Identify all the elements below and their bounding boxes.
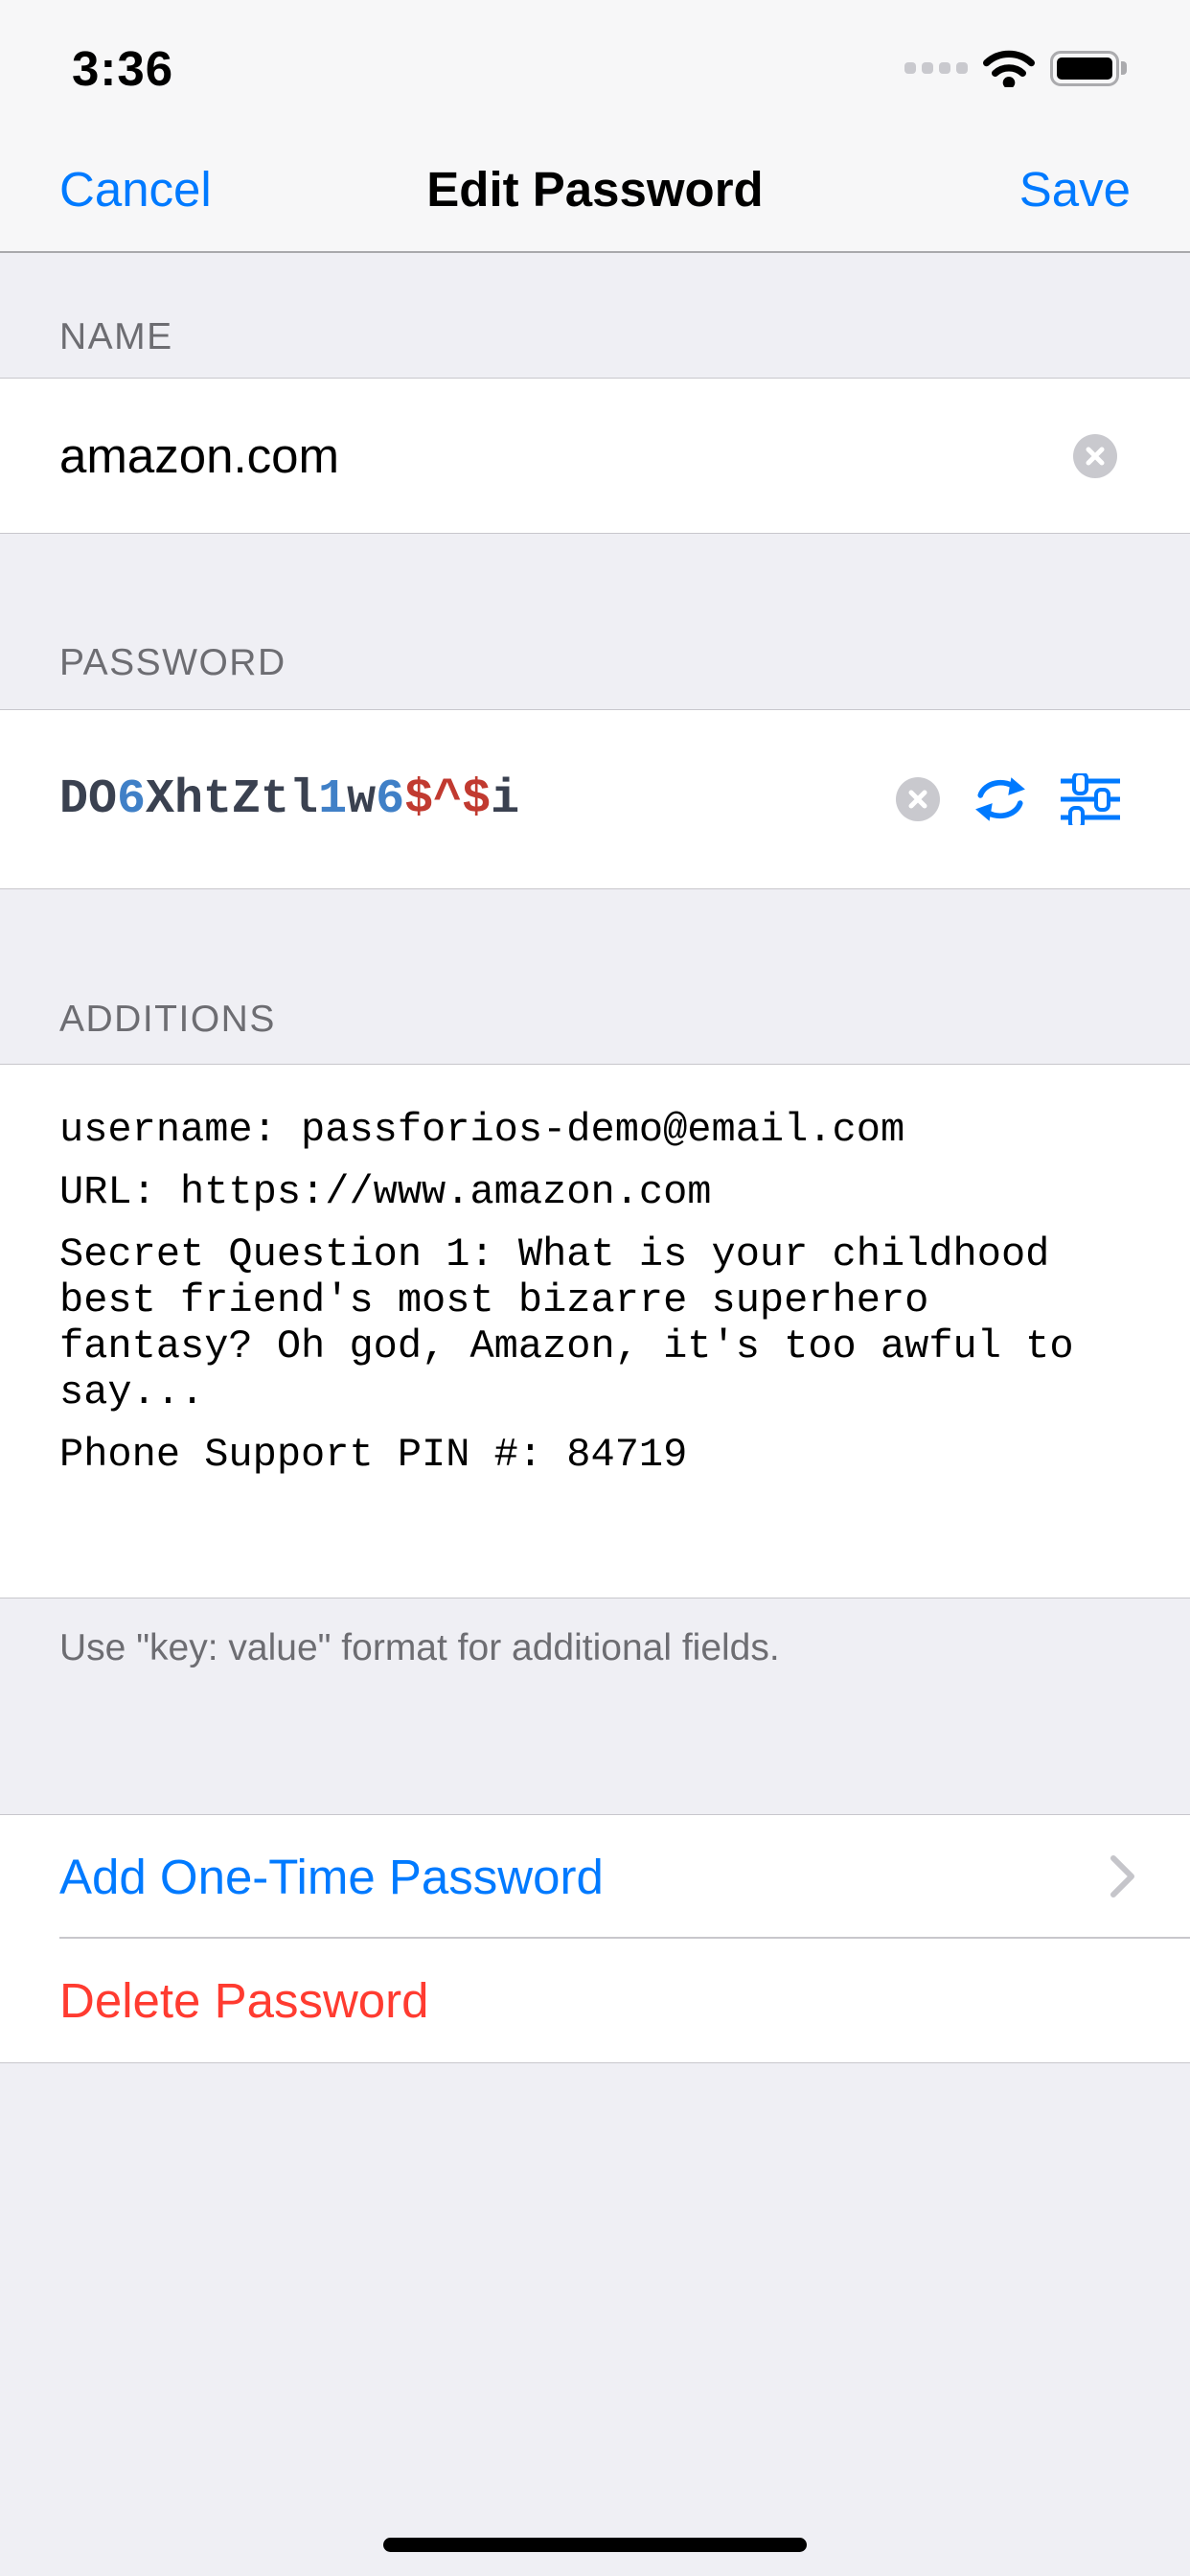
additions-paragraph: Secret Question 1: What is your childhood best friend's most bizarre superhero fantasy? Oh god, Amazon, it's too awful to say... [59,1231,1074,1415]
password-segment: DO [59,771,118,827]
sliders-icon [1061,773,1120,825]
password-clear-button[interactable] [896,777,940,821]
password-segment: XhtZtl [146,771,319,827]
name-field[interactable]: amazon.com [59,428,339,483]
home-indicator[interactable] [383,2538,807,2552]
wifi-icon [983,49,1035,87]
bottom-area [0,2063,1190,2576]
delete-password-row[interactable] [0,1938,1190,2063]
additions-paragraph: Phone Support PIN #: 84719 [59,1432,688,1478]
add-otp-row[interactable] [0,1814,1190,1938]
cellular-dots-icon [904,62,968,74]
additions-footer-note: Use "key: value" format for additional fields. [59,1627,780,1668]
additions-paragraph: username: passforios-demo@email.com [59,1107,905,1153]
additions-paragraph: URL: https://www.amazon.com [59,1169,712,1215]
save-button[interactable]: Save [1018,161,1131,217]
clear-x-icon [908,790,927,809]
page-title: Edit Password [426,161,764,217]
delete-password-label: Delete Password [59,1972,429,2028]
additions-textview[interactable] [0,1064,1190,1598]
navigation-bar [0,126,1190,251]
password-segment: 1 [318,771,348,827]
password-segment: $^$ [404,771,492,827]
password-segment: 6 [117,771,147,827]
password-segment: 6 [376,771,405,827]
password-segment: i [491,771,520,827]
refresh-icon [973,775,1028,823]
add-otp-label: Add One-Time Password [59,1849,604,1904]
status-bar [0,0,1190,126]
name-clear-button[interactable] [1073,434,1117,478]
name-section-header: NAME [59,316,173,357]
battery-icon [1050,50,1127,86]
password-field[interactable] [59,772,863,827]
additions-section-header: ADDITIONS [59,999,276,1040]
status-time: 3:36 [72,40,174,96]
password-section-header: PASSWORD [59,642,286,683]
name-row [0,378,1190,534]
regenerate-password-button[interactable] [973,775,1028,823]
top-chrome [0,0,1190,253]
chevron-right-icon [1110,1854,1136,1898]
password-segment: w [347,771,377,827]
password-settings-button[interactable] [1061,773,1120,825]
clear-x-icon [1086,447,1105,466]
password-row [0,709,1190,889]
cancel-button[interactable]: Cancel [59,161,212,217]
status-icons [904,49,1127,87]
